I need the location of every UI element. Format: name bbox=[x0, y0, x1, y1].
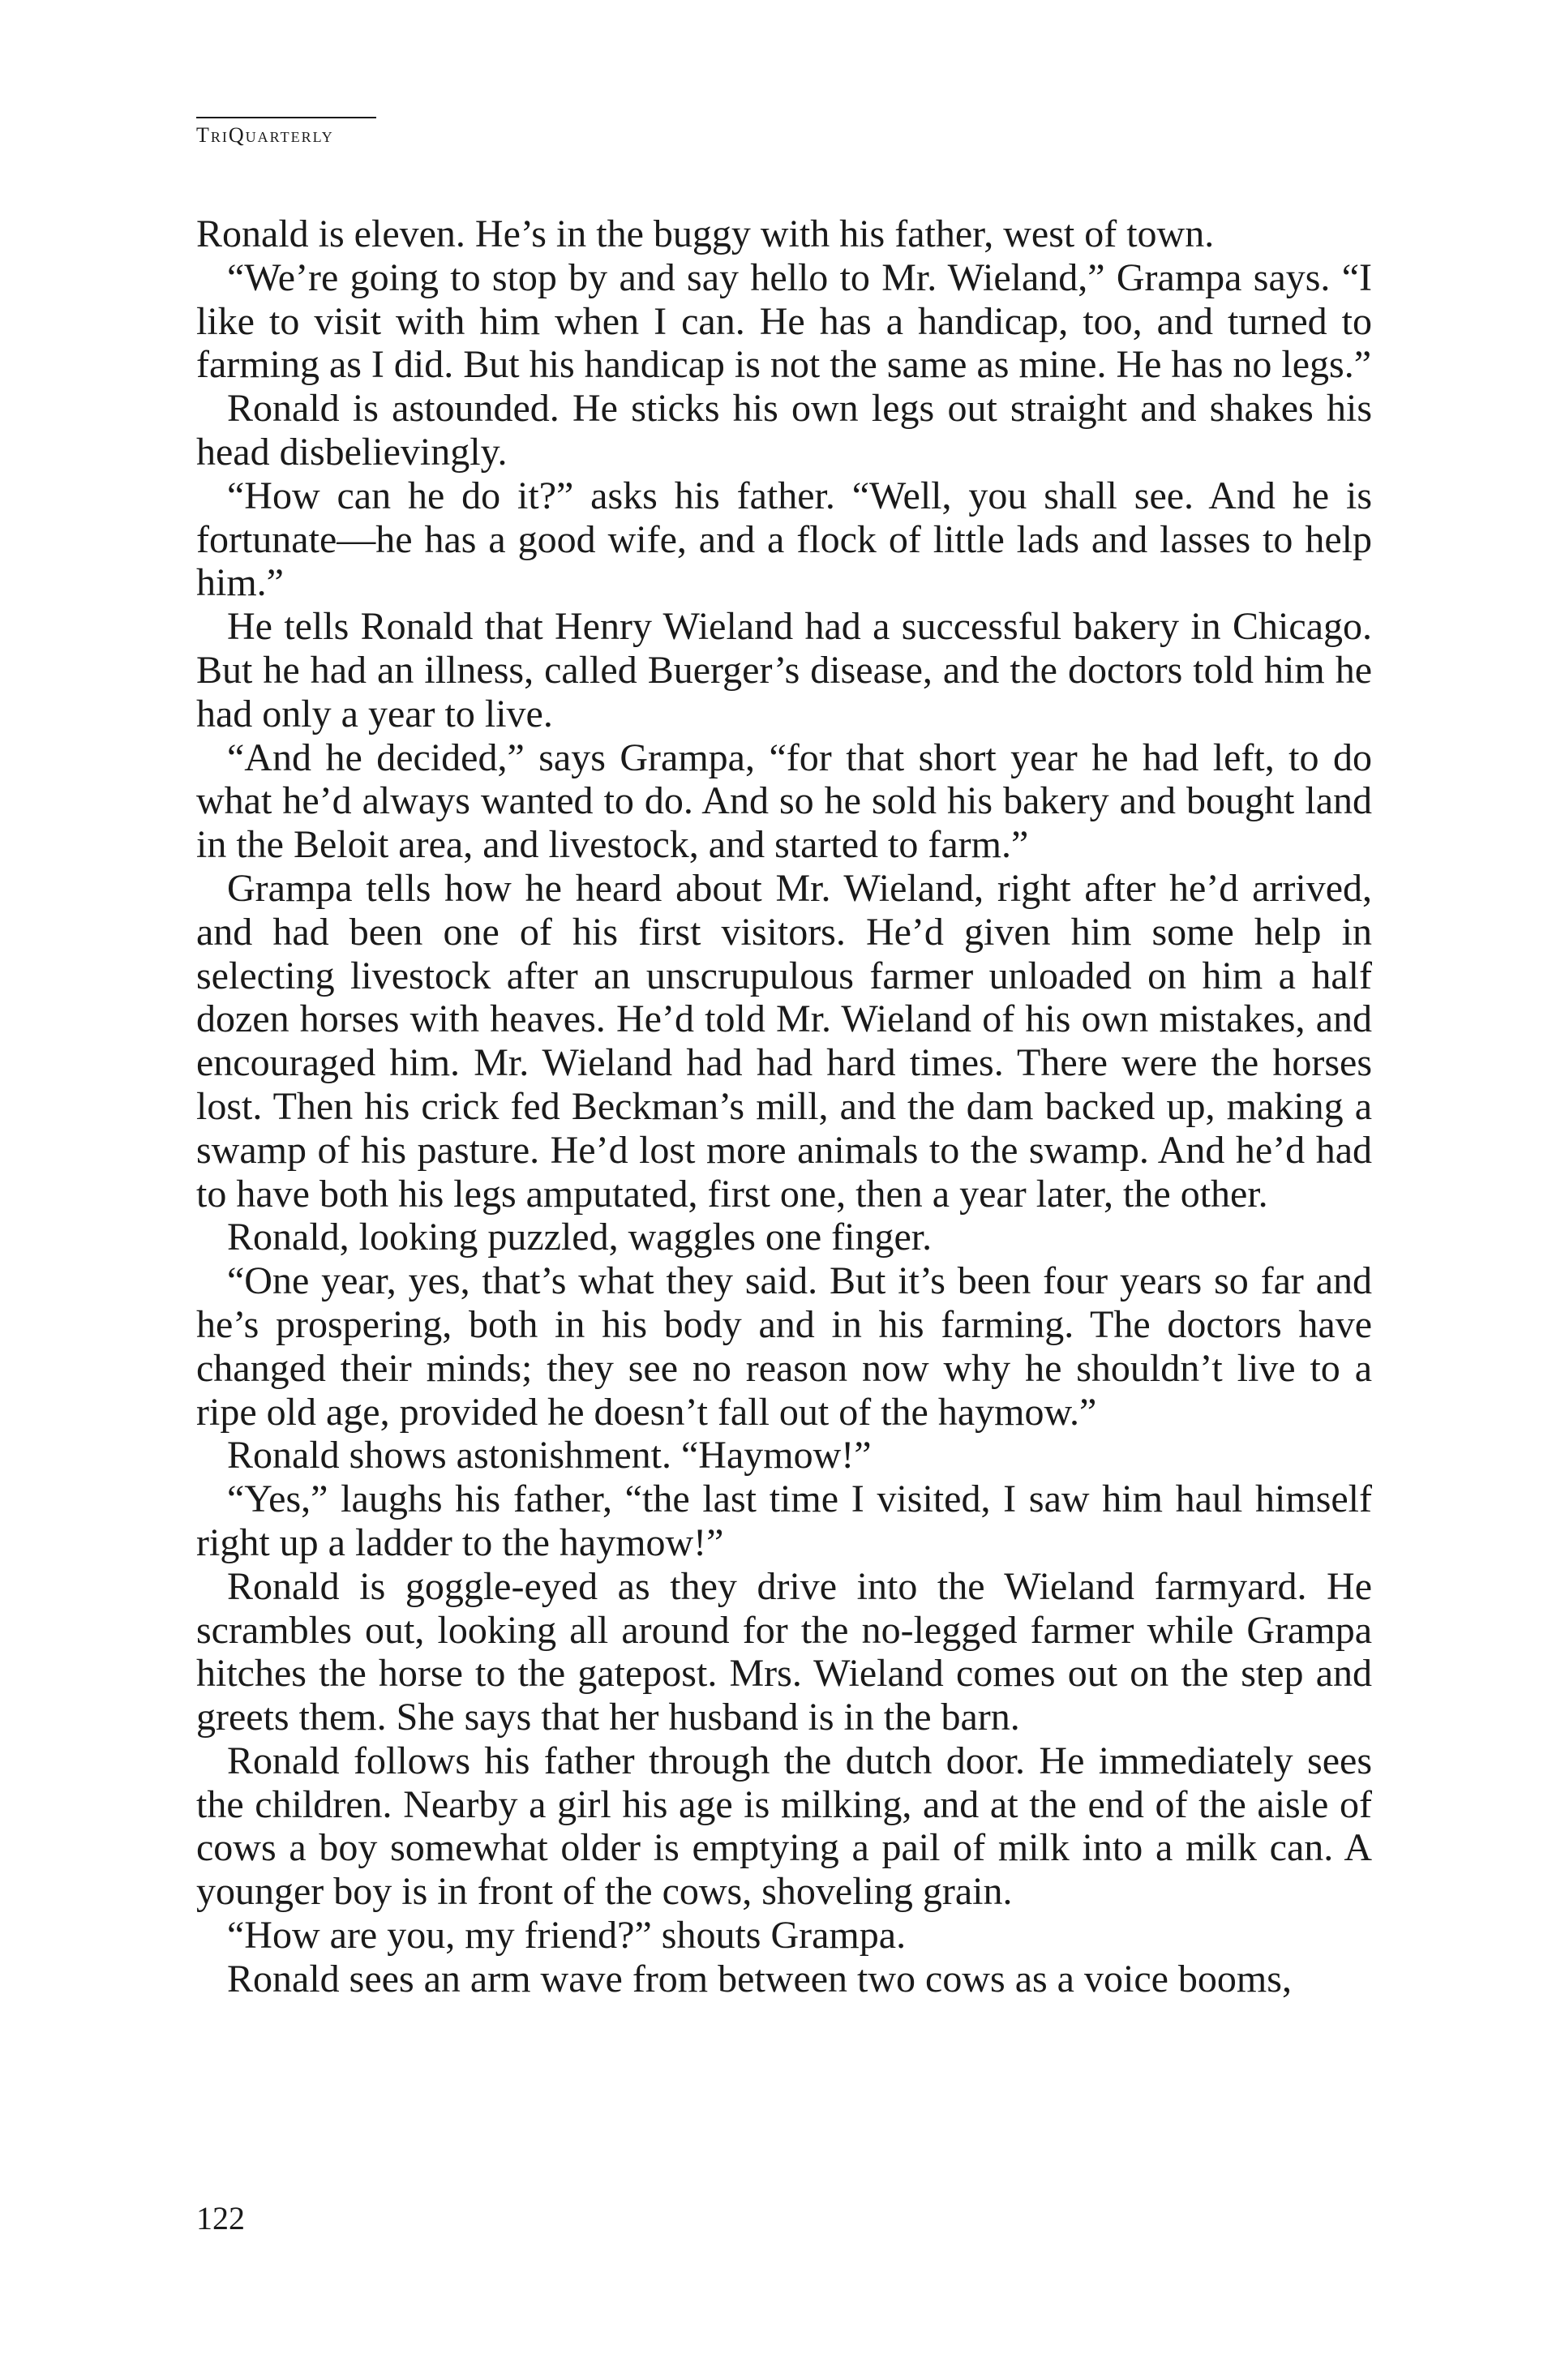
page-number: 122 bbox=[196, 2200, 245, 2236]
paragraph: Ronald shows astonishment. “Haymow!” bbox=[227, 1434, 872, 1477]
paragraph: “And he decided,” says Grampa, “for that short year he had left, to do what he’d always wanted to do. And so he sold his bakery and bought land in the Beloit area, and livestock, and started to farm.” bbox=[196, 735, 1372, 867]
paragraph: “One year, yes, that’s what they said. But it’s been four years so far and he’s prospering, both in his body and in his farming. The doctors have changed their minds; they see no reason now why he shouldn’t live to a ripe old age, provided he doesn’t fall out of the haymow.” bbox=[196, 1259, 1372, 1434]
running-head: TriQuarterly bbox=[196, 123, 334, 147]
paragraph: Ronald follows his father through the dutch door. He immediately sees the children. Nearby a girl his age is milking, and at the end of the aisle of cows a boy somewhat older is emptying a pail of milk into a milk can. A younger boy is in front of the cows, shoveling grain. bbox=[196, 1739, 1372, 1914]
paragraph: Ronald is goggle-eyed as they drive into the Wieland farmyard. He scrambles out, looking all around for the no-legged farmer while Grampa hitches the horse to the gatepost. Mrs. Wieland comes out on the step and greets them. She says that her husband is in the barn. bbox=[196, 1564, 1372, 1739]
body-text bbox=[196, 212, 1372, 2001]
paragraph: “How can he do it?” asks his father. “Well, you shall see. And he is fortunate—he has a good wife, and a flock of little lads and lasses to help him.” bbox=[196, 474, 1372, 605]
paragraph: “How are you, my friend?” shouts Grampa. bbox=[227, 1914, 907, 1958]
paragraph: Ronald, looking puzzled, waggles one finger. bbox=[227, 1216, 933, 1259]
paragraph: “We’re going to stop by and say hello to Mr. Wieland,” Grampa says. “I like to visit with him when I can. He has a handicap, too, and turned to farming as I did. But his handicap is not the same as mine. He has no legs.” bbox=[196, 255, 1372, 387]
paragraph: Ronald is astounded. He sticks his own legs out straight and shakes his head disbelievingly. bbox=[196, 387, 1372, 474]
paragraph: Ronald is eleven. He’s in the buggy with his father, west of town. bbox=[196, 212, 1215, 255]
paragraph: He tells Ronald that Henry Wieland had a successful bakery in Chicago. But he had an illness, called Buerger’s disease, and the doctors told him he had only a year to live. bbox=[196, 605, 1372, 735]
paragraph: “Yes,” laughs his father, “the last time I visited, I saw him haul himself right up a ladder to the haymow!” bbox=[196, 1477, 1372, 1564]
header-rule bbox=[196, 117, 376, 118]
paragraph: Ronald sees an arm wave from between two cows as a voice booms, bbox=[227, 1957, 1292, 2000]
paragraph: Grampa tells how he heard about Mr. Wieland, right after he’d arrived, and had been one of his first visitors. He’d given him some help in selecting livestock after an unscrupulous farmer unloaded on him a half dozen horses with heaves. He’d told Mr. Wieland of his own mistakes, and encouraged him. Mr. Wieland had had hard times. There were the horses lost. Then his crick fed Beckman’s mill, and the dam backed up, making a swamp of his pasture. He’d lost more animals to the swamp. And he’d had to have both his legs amputated, first one, then a year later, the other. bbox=[196, 866, 1372, 1216]
